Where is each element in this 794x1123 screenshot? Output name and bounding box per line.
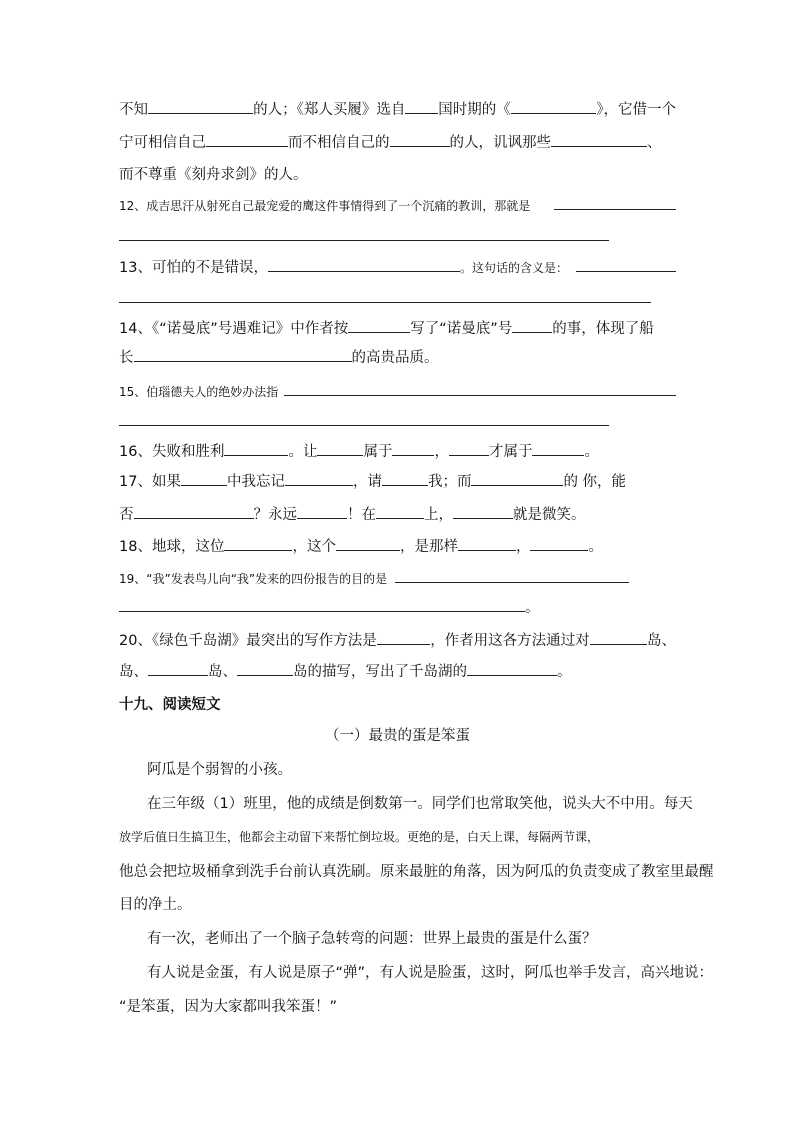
answer-blank[interactable] [576, 256, 676, 272]
question-text: 属于 [363, 444, 393, 460]
answer-blank[interactable] [336, 535, 400, 551]
question-text: 17、如果 [119, 474, 181, 490]
question-text: 就是微笑。 [513, 507, 586, 523]
question-text: ， [515, 539, 531, 555]
answer-blank[interactable] [376, 503, 424, 519]
question-text: 上， [424, 507, 453, 523]
question-text: 。 [584, 444, 599, 460]
question-text: 。让 [288, 444, 318, 460]
question-12 [119, 194, 676, 218]
question-17-b [119, 503, 676, 527]
question-text: 12、成吉思汗从射死自己最宠爱的鹰这件事情得到了一个沉痛的教训，那就是 [119, 199, 531, 213]
blank[interactable] [390, 131, 450, 147]
question-13 [119, 256, 676, 280]
answer-blank[interactable] [134, 503, 254, 519]
answer-blank[interactable] [467, 660, 557, 676]
answer-blank[interactable] [237, 660, 293, 676]
question-19 [119, 567, 676, 591]
question-text: 才属于 [488, 444, 533, 460]
blank[interactable] [405, 98, 438, 114]
question-text: ？永远 [253, 507, 297, 523]
question-text: 岛、 [119, 664, 148, 680]
question-text: 中我忘记 [226, 474, 285, 490]
fill-line-3 [119, 163, 676, 187]
fill-line-1 [119, 98, 676, 122]
answer-blank[interactable] [148, 660, 208, 676]
answer-blank[interactable] [590, 629, 647, 645]
answer-blank[interactable] [471, 470, 563, 486]
blank[interactable] [511, 98, 596, 114]
answer-blank[interactable] [392, 440, 434, 456]
question-text: 。 [588, 539, 603, 555]
question-text: 的事，体现了船 [552, 321, 654, 337]
answer-blank[interactable] [530, 535, 588, 551]
paragraph-text: 在三年级（1）班里，他的成绩是倒数第一。同学们也常取笑他，说头大不中用。每天 [147, 796, 693, 812]
question-20-b [119, 660, 676, 684]
answer-blank[interactable] [317, 440, 363, 456]
text: 的人，讥讽那些 [449, 135, 551, 151]
text: 国时期的《 [438, 102, 511, 118]
question-text: 。这句话的含义是： [459, 261, 568, 275]
paragraph-text: 目的净土。 [119, 897, 192, 913]
question-14-b [119, 346, 676, 370]
question-16 [119, 440, 676, 464]
answer-blank[interactable] [512, 317, 552, 333]
text: 、 [647, 135, 662, 151]
question-text: ， [434, 444, 449, 460]
paragraph-text: 有人说是金蛋，有人说是原子“弹”，有人说是脸蛋，这时，阿瓜也举手发言，高兴地说： [147, 965, 714, 981]
answer-blank[interactable] [119, 596, 525, 612]
passage-paragraph-2 [147, 792, 693, 816]
question-text: 否 [119, 507, 134, 523]
answer-blank[interactable] [395, 567, 629, 583]
question-text: 的高贵品质。 [351, 350, 439, 366]
answer-rule[interactable] [119, 302, 651, 303]
question-text: 15、伯瑙德夫人的绝妙办法指 [119, 385, 279, 399]
text: 宁可相信自己 [119, 135, 206, 151]
question-text: 16、失败和胜利 [119, 444, 225, 460]
text: 而不相信自己的 [288, 135, 390, 151]
question-text: ，这个 [292, 539, 336, 555]
fill-line-2 [119, 131, 676, 155]
answer-rule[interactable] [119, 240, 609, 241]
question-text: 20、《绿色千岛湖》最突出的写作方法是 [119, 633, 377, 649]
answer-blank[interactable] [181, 470, 227, 486]
passage-title-text: （一）最贵的蛋是笨蛋 [325, 728, 470, 744]
question-text: 13、可怕的不是错误， [119, 260, 268, 276]
paragraph-text: 放学后值日生搞卫生，他都会主动留下来帮忙倒垃圾。更绝的是，白天上课，每隔两节课， [119, 830, 600, 844]
blank[interactable] [551, 131, 647, 147]
question-text: 19、“我”发表鸟儿向“我”发来的四份报告的目的是 [119, 572, 388, 586]
passage-paragraph-4b [119, 995, 676, 1019]
passage-title [119, 724, 676, 748]
question-text: 14、《“诺曼底”号遇难记》中作者按 [119, 321, 349, 337]
section-title [119, 693, 676, 717]
question-text: 的 你，能 [563, 474, 627, 490]
question-text: 岛的描写，写出了千岛湖的 [293, 664, 467, 680]
answer-blank[interactable] [134, 346, 352, 362]
text: 》，它借一个 [596, 102, 677, 118]
passage-paragraph-1 [147, 758, 676, 782]
question-text: 岛、 [647, 633, 676, 649]
paragraph-text: 有一次，老师出了一个脑子急转弯的问题：世界上最贵的蛋是什么蛋？ [147, 931, 597, 947]
answer-blank[interactable] [532, 440, 584, 456]
question-text: ，请 [352, 474, 382, 490]
answer-blank[interactable] [348, 317, 410, 333]
answer-blank[interactable] [382, 470, 428, 486]
blank[interactable] [206, 131, 288, 147]
text: 的人；《郑人买履》选自 [253, 102, 406, 118]
question-text: 。 [557, 664, 572, 680]
question-text: 写了“诺曼底”号 [410, 321, 513, 337]
question-text: ！在 [347, 507, 376, 523]
answer-blank[interactable] [377, 629, 430, 645]
answer-rule[interactable] [119, 425, 609, 426]
answer-blank[interactable] [224, 535, 292, 551]
passage-paragraph-2b [119, 825, 676, 849]
question-text: 我；而 [427, 474, 472, 490]
passage-paragraph-2d [119, 893, 676, 917]
question-19-continued [119, 596, 676, 620]
answer-blank[interactable] [449, 440, 489, 456]
paragraph-text: 他总会把垃圾桶拿到洗手台前认真洗刷。原来最脏的角落，因为阿瓜的负责变成了教室里最醒 [119, 864, 714, 880]
question-text: 18、地球，这位 [119, 539, 225, 555]
question-text: 。 [525, 600, 540, 616]
answer-blank[interactable] [285, 470, 353, 486]
paragraph-text: 阿瓜是个弱智的小孩。 [147, 762, 292, 778]
text: 而不尊重《刻舟求剑》的人。 [119, 167, 308, 183]
question-text: 长 [119, 350, 134, 366]
section-title-text: 十九、阅读短文 [119, 697, 221, 713]
answer-blank[interactable] [224, 440, 288, 456]
question-20-a [119, 629, 676, 653]
passage-paragraph-2c [119, 860, 714, 884]
question-text: ，作者用这各方法通过对 [430, 633, 590, 649]
answer-blank[interactable] [268, 256, 460, 272]
passage-paragraph-4 [147, 961, 714, 985]
question-text: 岛、 [208, 664, 237, 680]
question-text: ，是那样 [399, 539, 458, 555]
answer-blank[interactable] [284, 380, 676, 396]
blank[interactable] [148, 98, 253, 114]
question-15 [119, 380, 676, 404]
passage-paragraph-3 [147, 927, 676, 951]
text: 不知 [119, 102, 148, 118]
paragraph-text: “是笨蛋，因为大家都叫我笨蛋！” [119, 999, 338, 1015]
answer-blank[interactable] [297, 503, 347, 519]
question-14-a [119, 317, 676, 341]
answer-blank[interactable] [453, 503, 513, 519]
answer-blank[interactable] [554, 194, 676, 210]
answer-blank[interactable] [458, 535, 516, 551]
question-17-a [119, 470, 676, 494]
question-18 [119, 535, 676, 559]
